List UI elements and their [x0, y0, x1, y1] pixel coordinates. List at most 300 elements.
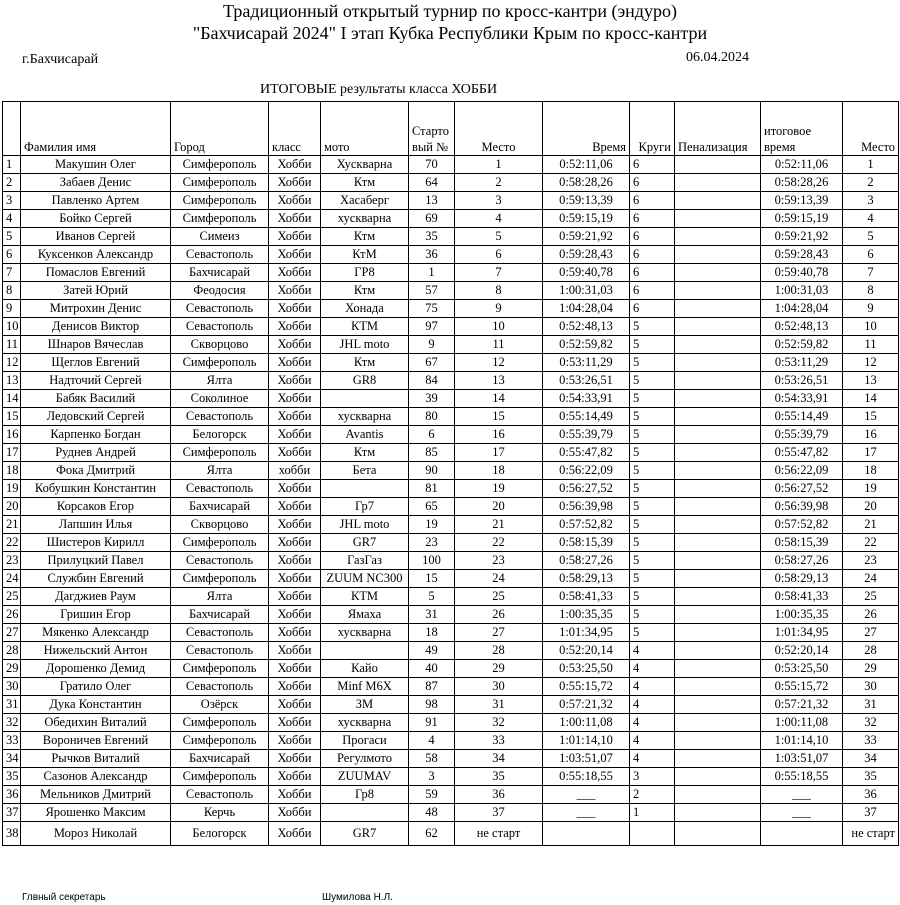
final-place-cell: 19: [843, 480, 899, 498]
table-row: [3, 210, 899, 228]
rider-name-cell: Фока Дмитрий: [21, 462, 171, 480]
rider-class-cell: Хобби: [269, 642, 321, 660]
rider-class-cell: Хобби: [269, 336, 321, 354]
rider-city-cell: Белогорск: [171, 822, 269, 846]
table-row: [3, 822, 899, 846]
row-number-cell: 31: [3, 696, 21, 714]
row-number-cell: 4: [3, 210, 21, 228]
laps-cell: 5: [630, 588, 675, 606]
start-number-cell: 39: [409, 390, 455, 408]
laps-cell: 5: [630, 552, 675, 570]
table-row: [3, 642, 899, 660]
final-place-cell: 3: [843, 192, 899, 210]
table-row: [3, 714, 899, 732]
row-number-cell: 10: [3, 318, 21, 336]
laps-cell: 6: [630, 174, 675, 192]
rider-city-cell: Скворцово: [171, 336, 269, 354]
final-place-cell: 23: [843, 552, 899, 570]
final-time-cell: 0:55:15,72: [761, 678, 843, 696]
rider-class-cell: Хобби: [269, 228, 321, 246]
table-header-row: [3, 102, 899, 156]
race-time-cell: 0:57:21,32: [543, 696, 630, 714]
rider-class-cell: Хобби: [269, 660, 321, 678]
rider-city-cell: Севастополь: [171, 408, 269, 426]
race-time-cell: 0:54:33,91: [543, 390, 630, 408]
final-time-cell: 0:56:22,09: [761, 462, 843, 480]
place-cell: 6: [455, 246, 543, 264]
place-cell: 21: [455, 516, 543, 534]
laps-cell: 4: [630, 750, 675, 768]
row-number-cell: 29: [3, 660, 21, 678]
rider-city-cell: Севастополь: [171, 624, 269, 642]
table-row: [3, 354, 899, 372]
rider-moto-cell: GR7: [321, 822, 409, 846]
laps-cell: 6: [630, 264, 675, 282]
row-number-cell: 19: [3, 480, 21, 498]
rider-city-cell: Симферополь: [171, 156, 269, 174]
final-time-cell: 1:01:34,95: [761, 624, 843, 642]
table-row: [3, 372, 899, 390]
row-number-cell: 36: [3, 786, 21, 804]
rider-name-cell: Карпенко Богдан: [21, 426, 171, 444]
rider-moto-cell: JHL moto: [321, 516, 409, 534]
rider-city-cell: Ялта: [171, 372, 269, 390]
final-time-cell: 0:57:52,82: [761, 516, 843, 534]
rider-name-cell: Нижельский Антон: [21, 642, 171, 660]
place-cell: 29: [455, 660, 543, 678]
laps-cell: 5: [630, 318, 675, 336]
rider-moto-cell: GR7: [321, 534, 409, 552]
final-time-cell: 0:58:41,33: [761, 588, 843, 606]
row-number-cell: 38: [3, 822, 21, 846]
start-number-cell: 49: [409, 642, 455, 660]
rider-moto-cell: хускварна: [321, 408, 409, 426]
start-number-cell: 64: [409, 174, 455, 192]
row-number-cell: 11: [3, 336, 21, 354]
rider-name-cell: Лапшин Илья: [21, 516, 171, 534]
table-row: [3, 624, 899, 642]
penalty-cell: [675, 822, 761, 846]
race-time-cell: 1:01:14,10: [543, 732, 630, 750]
final-place-cell: 21: [843, 516, 899, 534]
final-place-cell: 12: [843, 354, 899, 372]
penalty-cell: [675, 210, 761, 228]
final-place-cell: 6: [843, 246, 899, 264]
rider-city-cell: Ялта: [171, 588, 269, 606]
rider-city-cell: Соколиное: [171, 390, 269, 408]
final-place-cell: 29: [843, 660, 899, 678]
race-time-cell: 0:52:11,06: [543, 156, 630, 174]
rider-city-cell: Симферополь: [171, 192, 269, 210]
final-place-cell: 11: [843, 336, 899, 354]
rider-moto-cell: [321, 480, 409, 498]
row-number-cell: 6: [3, 246, 21, 264]
laps-cell: 6: [630, 192, 675, 210]
rider-city-cell: Феодосия: [171, 282, 269, 300]
start-number-cell: 85: [409, 444, 455, 462]
rider-city-cell: Симферополь: [171, 444, 269, 462]
place-cell: 8: [455, 282, 543, 300]
race-time-cell: 0:58:41,33: [543, 588, 630, 606]
rider-class-cell: Хобби: [269, 678, 321, 696]
start-number-cell: 57: [409, 282, 455, 300]
race-time-cell: [543, 822, 630, 846]
rider-city-cell: Бахчисарай: [171, 498, 269, 516]
rider-city-cell: Симферополь: [171, 570, 269, 588]
laps-cell: 5: [630, 336, 675, 354]
rider-class-cell: Хобби: [269, 264, 321, 282]
place-cell: 4: [455, 210, 543, 228]
row-number-cell: 3: [3, 192, 21, 210]
race-time-cell: 0:58:29,13: [543, 570, 630, 588]
rider-name-cell: Надточий Сергей: [21, 372, 171, 390]
penalty-cell: [675, 480, 761, 498]
rider-name-cell: Службин Евгений: [21, 570, 171, 588]
race-time-cell: 1:01:34,95: [543, 624, 630, 642]
rider-name-cell: Мельников Дмитрий: [21, 786, 171, 804]
race-time-cell: 0:55:18,55: [543, 768, 630, 786]
final-time-cell: 0:58:15,39: [761, 534, 843, 552]
rider-moto-cell: Бета: [321, 462, 409, 480]
table-row: [3, 462, 899, 480]
rider-name-cell: Дагджиев Раум: [21, 588, 171, 606]
row-number-cell: 27: [3, 624, 21, 642]
laps-cell: 1: [630, 804, 675, 822]
rider-moto-cell: Ктм: [321, 282, 409, 300]
row-number-cell: 2: [3, 174, 21, 192]
penalty-cell: [675, 498, 761, 516]
row-number-cell: 26: [3, 606, 21, 624]
race-time-cell: 0:59:13,39: [543, 192, 630, 210]
rider-name-cell: Ярошенко Максим: [21, 804, 171, 822]
penalty-cell: [675, 354, 761, 372]
race-time-cell: 1:00:35,35: [543, 606, 630, 624]
start-number-cell: 58: [409, 750, 455, 768]
header-class: класс: [269, 102, 321, 156]
rider-class-cell: Хобби: [269, 174, 321, 192]
final-time-cell: 0:58:27,26: [761, 552, 843, 570]
final-time-cell: 1:03:51,07: [761, 750, 843, 768]
start-number-cell: 97: [409, 318, 455, 336]
row-number-cell: 33: [3, 732, 21, 750]
rider-class-cell: Хобби: [269, 750, 321, 768]
table-row: [3, 318, 899, 336]
rider-name-cell: Мороз Николай: [21, 822, 171, 846]
place-cell: 36: [455, 786, 543, 804]
row-number-cell: 35: [3, 768, 21, 786]
laps-cell: 6: [630, 210, 675, 228]
place-cell: 22: [455, 534, 543, 552]
header-name: Фамилия имя: [21, 102, 171, 156]
header-start-line1: Старто: [412, 124, 449, 138]
table-row: [3, 390, 899, 408]
place-cell: 16: [455, 426, 543, 444]
laps-cell: 6: [630, 228, 675, 246]
laps-cell: 4: [630, 696, 675, 714]
table-row: [3, 426, 899, 444]
rider-moto-cell: Ктм: [321, 354, 409, 372]
penalty-cell: [675, 444, 761, 462]
start-number-cell: 87: [409, 678, 455, 696]
start-number-cell: 81: [409, 480, 455, 498]
rider-city-cell: Озёрск: [171, 696, 269, 714]
penalty-cell: [675, 588, 761, 606]
table-row: [3, 678, 899, 696]
start-number-cell: 5: [409, 588, 455, 606]
start-number-cell: 100: [409, 552, 455, 570]
penalty-cell: [675, 426, 761, 444]
rider-class-cell: Хобби: [269, 624, 321, 642]
race-time-cell: 0:58:28,26: [543, 174, 630, 192]
place-cell: 28: [455, 642, 543, 660]
final-time-cell: 0:53:25,50: [761, 660, 843, 678]
final-place-cell: 5: [843, 228, 899, 246]
final-place-cell: 9: [843, 300, 899, 318]
rider-class-cell: Хобби: [269, 426, 321, 444]
final-time-cell: 0:58:28,26: [761, 174, 843, 192]
rider-city-cell: Симферополь: [171, 354, 269, 372]
place-cell: 5: [455, 228, 543, 246]
rider-name-cell: Забаев Денис: [21, 174, 171, 192]
final-time-cell: 1:01:14,10: [761, 732, 843, 750]
final-place-cell: 8: [843, 282, 899, 300]
row-number-cell: 7: [3, 264, 21, 282]
penalty-cell: [675, 156, 761, 174]
race-time-cell: 0:55:14,49: [543, 408, 630, 426]
final-time-cell: ___: [761, 804, 843, 822]
rider-city-cell: Ялта: [171, 462, 269, 480]
table-row: [3, 570, 899, 588]
final-place-cell: 2: [843, 174, 899, 192]
place-cell: 7: [455, 264, 543, 282]
penalty-cell: [675, 768, 761, 786]
place-cell: 1: [455, 156, 543, 174]
place-cell: 20: [455, 498, 543, 516]
document-title-line1: Традиционный открытый турнир по кросс-кантри (эндуро): [223, 1, 677, 21]
penalty-cell: [675, 714, 761, 732]
header-final-line2: время: [764, 140, 796, 154]
table-row: [3, 174, 899, 192]
rider-city-cell: Симеиз: [171, 228, 269, 246]
rider-moto-cell: ГР8: [321, 264, 409, 282]
penalty-cell: [675, 264, 761, 282]
rider-city-cell: Белогорск: [171, 426, 269, 444]
rider-moto-cell: [321, 642, 409, 660]
race-time-cell: 1:00:31,03: [543, 282, 630, 300]
race-time-cell: 0:55:47,82: [543, 444, 630, 462]
row-number-cell: 12: [3, 354, 21, 372]
table-row: [3, 156, 899, 174]
rider-class-cell: Хобби: [269, 696, 321, 714]
rider-moto-cell: [321, 390, 409, 408]
header-start-number: [409, 102, 455, 156]
rider-class-cell: Хобби: [269, 300, 321, 318]
place-cell: 35: [455, 768, 543, 786]
race-time-cell: 0:53:26,51: [543, 372, 630, 390]
place-cell: 25: [455, 588, 543, 606]
row-number-cell: 15: [3, 408, 21, 426]
race-time-cell: 0:56:39,98: [543, 498, 630, 516]
place-cell: 32: [455, 714, 543, 732]
rider-name-cell: Сазонов Александр: [21, 768, 171, 786]
final-place-cell: 4: [843, 210, 899, 228]
row-number-cell: 30: [3, 678, 21, 696]
row-number-cell: 25: [3, 588, 21, 606]
final-place-cell: 36: [843, 786, 899, 804]
race-time-cell: 1:04:28,04: [543, 300, 630, 318]
rider-city-cell: Бахчисарай: [171, 264, 269, 282]
table-row: [3, 480, 899, 498]
rider-moto-cell: Гр8: [321, 786, 409, 804]
laps-cell: 6: [630, 282, 675, 300]
race-time-cell: 0:56:27,52: [543, 480, 630, 498]
final-place-cell: 24: [843, 570, 899, 588]
final-time-cell: 0:59:13,39: [761, 192, 843, 210]
final-time-cell: 0:52:20,14: [761, 642, 843, 660]
penalty-cell: [675, 390, 761, 408]
place-cell: 17: [455, 444, 543, 462]
header-num: [3, 102, 21, 156]
rider-city-cell: Симферополь: [171, 660, 269, 678]
rider-class-cell: Хобби: [269, 534, 321, 552]
table-row: [3, 786, 899, 804]
penalty-cell: [675, 552, 761, 570]
place-cell: 37: [455, 804, 543, 822]
final-time-cell: 0:52:11,06: [761, 156, 843, 174]
laps-cell: 5: [630, 354, 675, 372]
rider-moto-cell: Прогаси: [321, 732, 409, 750]
rider-class-cell: Хобби: [269, 786, 321, 804]
final-place-cell: 22: [843, 534, 899, 552]
final-place-cell: 28: [843, 642, 899, 660]
final-place-cell: 34: [843, 750, 899, 768]
start-number-cell: 70: [409, 156, 455, 174]
rider-moto-cell: [321, 804, 409, 822]
laps-cell: 5: [630, 606, 675, 624]
place-cell: 10: [455, 318, 543, 336]
final-time-cell: 0:53:11,29: [761, 354, 843, 372]
final-time-cell: 1:00:35,35: [761, 606, 843, 624]
row-number-cell: 17: [3, 444, 21, 462]
penalty-cell: [675, 228, 761, 246]
header-final-time: [761, 102, 843, 156]
start-number-cell: 59: [409, 786, 455, 804]
rider-class-cell: Хобби: [269, 390, 321, 408]
row-number-cell: 20: [3, 498, 21, 516]
rider-name-cell: Дука Константин: [21, 696, 171, 714]
laps-cell: 5: [630, 444, 675, 462]
rider-class-cell: Хобби: [269, 210, 321, 228]
final-time-cell: 1:00:31,03: [761, 282, 843, 300]
header-place: Место: [455, 102, 543, 156]
table-row: [3, 408, 899, 426]
rider-moto-cell: JHL moto: [321, 336, 409, 354]
rider-city-cell: Севастополь: [171, 300, 269, 318]
rider-city-cell: Скворцово: [171, 516, 269, 534]
place-cell: 34: [455, 750, 543, 768]
start-number-cell: 67: [409, 354, 455, 372]
start-number-cell: 18: [409, 624, 455, 642]
rider-name-cell: Дорошенко Демид: [21, 660, 171, 678]
final-place-cell: 30: [843, 678, 899, 696]
rider-city-cell: Симферополь: [171, 714, 269, 732]
rider-class-cell: хобби: [269, 462, 321, 480]
rider-class-cell: Хобби: [269, 156, 321, 174]
laps-cell: [630, 822, 675, 846]
start-number-cell: 31: [409, 606, 455, 624]
rider-moto-cell: КТМ: [321, 318, 409, 336]
race-time-cell: 0:52:48,13: [543, 318, 630, 336]
final-place-cell: 14: [843, 390, 899, 408]
start-number-cell: 1: [409, 264, 455, 282]
final-time-cell: 0:59:28,43: [761, 246, 843, 264]
laps-cell: 4: [630, 660, 675, 678]
penalty-cell: [675, 624, 761, 642]
place-cell: 18: [455, 462, 543, 480]
header-start-line2: вый №: [412, 140, 449, 154]
laps-cell: 5: [630, 408, 675, 426]
rider-name-cell: Затей Юрий: [21, 282, 171, 300]
row-number-cell: 14: [3, 390, 21, 408]
table-row: [3, 228, 899, 246]
race-time-cell: 0:58:15,39: [543, 534, 630, 552]
header-laps: Круги: [630, 102, 675, 156]
table-row: [3, 588, 899, 606]
laps-cell: 6: [630, 156, 675, 174]
rider-name-cell: Бабяк Василий: [21, 390, 171, 408]
header-final-line1: итоговое: [764, 124, 812, 138]
start-number-cell: 3: [409, 768, 455, 786]
rider-class-cell: Хобби: [269, 804, 321, 822]
laps-cell: 5: [630, 570, 675, 588]
final-place-cell: 35: [843, 768, 899, 786]
penalty-cell: [675, 732, 761, 750]
row-number-cell: 8: [3, 282, 21, 300]
rider-city-cell: Симферополь: [171, 174, 269, 192]
laps-cell: 5: [630, 534, 675, 552]
place-cell: 26: [455, 606, 543, 624]
laps-cell: 5: [630, 390, 675, 408]
rider-moto-cell: ГазГаз: [321, 552, 409, 570]
row-number-cell: 1: [3, 156, 21, 174]
rider-class-cell: Хобби: [269, 768, 321, 786]
race-time-cell: 0:55:15,72: [543, 678, 630, 696]
race-time-cell: 0:59:28,43: [543, 246, 630, 264]
race-time-cell: 1:00:11,08: [543, 714, 630, 732]
footer-secretary-label: Глвный секретарь: [22, 892, 106, 903]
laps-cell: 6: [630, 246, 675, 264]
penalty-cell: [675, 282, 761, 300]
final-place-cell: 20: [843, 498, 899, 516]
rider-city-cell: Бахчисарай: [171, 750, 269, 768]
footer-secretary-name: Шумилова Н.Л.: [322, 892, 393, 903]
rider-city-cell: Симферополь: [171, 534, 269, 552]
race-time-cell: 1:03:51,07: [543, 750, 630, 768]
start-number-cell: 91: [409, 714, 455, 732]
start-number-cell: 35: [409, 228, 455, 246]
rider-moto-cell: ЗМ: [321, 696, 409, 714]
rider-class-cell: Хобби: [269, 372, 321, 390]
rider-moto-cell: КтМ: [321, 246, 409, 264]
final-time-cell: 0:55:47,82: [761, 444, 843, 462]
rider-name-cell: Гратило Олег: [21, 678, 171, 696]
race-time-cell: ___: [543, 804, 630, 822]
final-place-cell: 26: [843, 606, 899, 624]
penalty-cell: [675, 408, 761, 426]
place-cell: 19: [455, 480, 543, 498]
rider-moto-cell: Хасаберг: [321, 192, 409, 210]
final-time-cell: 0:55:39,79: [761, 426, 843, 444]
